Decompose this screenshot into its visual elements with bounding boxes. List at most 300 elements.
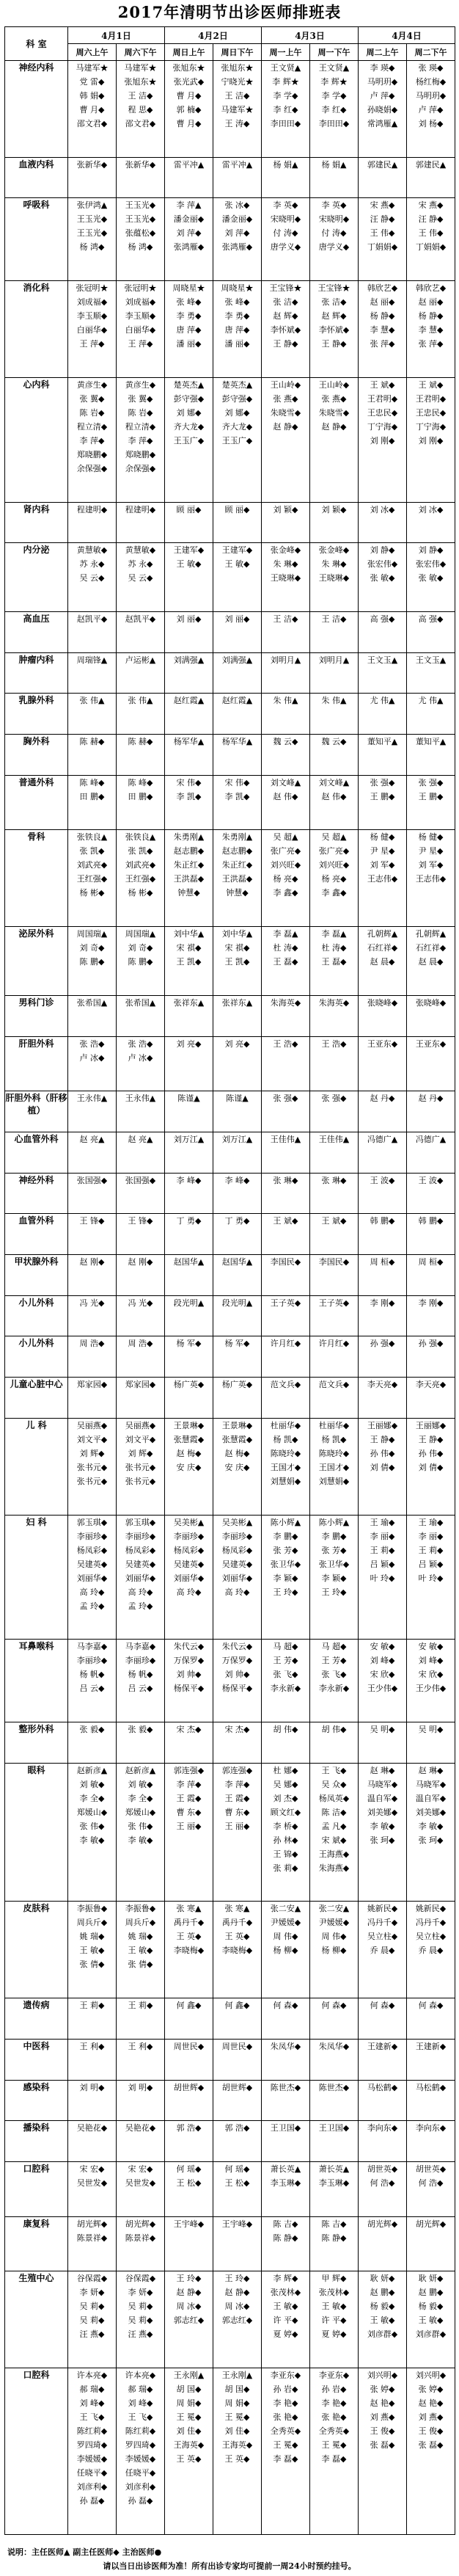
- doctor-name: 周 桓◆: [370, 1257, 395, 1267]
- doctor-name: 孔朝辉▲: [415, 929, 447, 939]
- doctor-name: 李 丽◆: [418, 1531, 444, 1541]
- doctor-name: 周 伟◆: [321, 1932, 347, 1942]
- schedule-cell: [165, 2161, 213, 2216]
- doctor-name: 王 冕◆: [224, 2412, 250, 2423]
- doctor-name: 李丽珍◆: [125, 1656, 156, 1666]
- doctor-name: 程立清◆: [76, 421, 108, 432]
- doctor-name: 刘文平◆: [125, 1434, 156, 1444]
- doctor-name: 程建明◆: [125, 504, 156, 514]
- doctor-name: 王晓琳◆: [270, 573, 301, 583]
- schedule-cell: [407, 1378, 455, 1419]
- doctor-name: 李振鲁◆: [125, 1904, 156, 1914]
- doctor-name: 李 鹏◆: [321, 1531, 347, 1541]
- schedule-cell: [407, 611, 455, 652]
- doctor-name: 刘 峰◆: [128, 2398, 153, 2409]
- doctor-name: 李向东◆: [367, 2123, 398, 2133]
- doctor-name: 张铁良▲: [76, 832, 108, 843]
- doctor-name: 李玉琳◆: [270, 2177, 301, 2188]
- schedule-cell: [407, 1418, 455, 1515]
- doctor-name: 杨凤彩◆: [76, 1545, 108, 1555]
- doctor-name: 王丽娜◆: [415, 1420, 447, 1430]
- schedule-cell: [117, 1640, 165, 1722]
- schedule-cell: [117, 775, 165, 830]
- schedule-cell: [165, 735, 213, 776]
- header-slots-row: [5, 44, 455, 61]
- doctor-name: 张蕴松◆: [125, 228, 156, 239]
- schedule-cell: [310, 1998, 359, 2040]
- schedule-cell: [68, 775, 117, 830]
- doctor-name: 张 寒▲: [224, 1904, 250, 1914]
- doctor-name: 刘万江▲: [173, 1134, 205, 1144]
- doctor-name: 宁晓光★: [221, 77, 254, 87]
- doctor-name: 张 磊◆: [418, 2440, 444, 2451]
- doctor-name: 黄慧敏◆: [125, 545, 156, 556]
- dept-row: [5, 1214, 455, 1255]
- doctor-name: 刘 娜◆: [224, 407, 250, 418]
- schedule-cell: [359, 611, 407, 652]
- doctor-name: 乔 晨◆: [418, 1946, 444, 1956]
- doctor-name: 张旭东★: [124, 77, 157, 87]
- doctor-name: 胡 国◆: [224, 2384, 250, 2395]
- doctor-name: 李 红◆: [321, 105, 347, 114]
- dept-name: 小儿外科: [5, 1336, 68, 1378]
- dept-row: [5, 1418, 455, 1515]
- doctor-name: 王 浩◆: [321, 1038, 347, 1049]
- doctor-name: 李 桥◆: [273, 1821, 298, 1831]
- doctor-name: 王 冕◆: [321, 2440, 347, 2451]
- schedule-cell: [407, 1902, 455, 1998]
- doctor-name: 王玉光◆: [125, 200, 156, 211]
- doctor-name: 王建军◆: [173, 545, 205, 556]
- doctor-name: 王 英◆: [176, 2454, 202, 2464]
- schedule-cell: [213, 2121, 262, 2162]
- doctor-name: 黄慧敏◆: [76, 545, 108, 556]
- doctor-name: 王 伟◆: [418, 228, 444, 239]
- schedule-cell: [165, 2080, 213, 2121]
- schedule-cell: [262, 1091, 310, 1132]
- doctor-name: 韩欣艺◆: [367, 283, 398, 294]
- dept-name: 播染科: [5, 2121, 68, 2162]
- schedule-cell: [117, 2216, 165, 2271]
- doctor-name: 马 超◆: [321, 1642, 347, 1652]
- doctor-name: 张广亮◆: [270, 846, 301, 856]
- doctor-name: 马晓军◆: [367, 1779, 398, 1789]
- doctor-name: 张 伟▲: [128, 696, 153, 706]
- doctor-name: 王 静◆: [370, 1434, 395, 1444]
- schedule-cell: [165, 1214, 213, 1255]
- doctor-name: 赵 梅◆: [176, 1448, 202, 1458]
- doctor-name: 安 敏◆: [418, 1642, 444, 1652]
- doctor-name: 王海英◆: [173, 2440, 205, 2451]
- doctor-name: 唐 萍◆: [176, 325, 202, 335]
- doctor-name: 宋 燕◆: [418, 200, 444, 211]
- doctor-name: 谷保霞◆: [76, 2274, 108, 2284]
- schedule-cell: [165, 2216, 213, 2271]
- dept-name: 肝胆外科（肝移植）: [5, 1091, 68, 1132]
- doctor-name: 王宇峰◆: [173, 2219, 205, 2229]
- doctor-name: 张 婷◆: [370, 2384, 395, 2395]
- schedule-cell: [165, 1036, 213, 1091]
- doctor-name: 孙 磊◆: [128, 2496, 153, 2506]
- doctor-name: 吴建英◆: [221, 1559, 253, 1569]
- doctor-name: 王 玲◆: [273, 1587, 298, 1597]
- doctor-name: 刘 亮◆: [176, 1038, 202, 1049]
- doctor-name: 卢 冰◆: [128, 1052, 153, 1063]
- doctor-name: 王建新◆: [415, 2041, 447, 2051]
- doctor-name: 王 飞◆: [79, 2412, 105, 2423]
- doctor-name: 刘 杰◆: [273, 1793, 298, 1803]
- doctor-name: 王 敏◆: [224, 559, 250, 570]
- doctor-name: 张 艳◆: [321, 2412, 347, 2423]
- schedule-cell: [310, 1091, 359, 1132]
- doctor-name: 张 飞◆: [273, 1670, 298, 1680]
- schedule-cell: [310, 502, 359, 543]
- doctor-name: 刘明月▲: [318, 655, 350, 665]
- doctor-name: 王玉光◆: [76, 228, 108, 239]
- schedule-cell: [213, 1132, 262, 1173]
- doctor-name: 黄彦生◆: [76, 379, 108, 390]
- doctor-name: 周兵斤◆: [125, 1918, 156, 1928]
- doctor-name: 王忠民◆: [415, 407, 447, 418]
- slot-header: 周日上午: [165, 44, 213, 61]
- doctor-name: 曹 东◆: [224, 1807, 250, 1817]
- schedule-cell: [117, 1998, 165, 2040]
- schedule-cell: [407, 2368, 455, 2535]
- doctor-name: 王玉广◆: [221, 435, 253, 445]
- doctor-name: 王玉光◆: [125, 214, 156, 225]
- schedule-cell: [165, 1418, 213, 1515]
- schedule-cell: [68, 543, 117, 612]
- dept-name: 肾内科: [5, 502, 68, 543]
- dept-name: 整形外科: [5, 1722, 68, 1763]
- doctor-name: 张卫华◆: [270, 1559, 301, 1569]
- doctor-name: 朱晓雪◆: [318, 407, 350, 418]
- schedule-cell: [213, 157, 262, 198]
- schedule-cell: [262, 775, 310, 830]
- doctor-name: 王志伟◆: [415, 874, 447, 884]
- doctor-name: 刘彦群◆: [367, 2329, 398, 2340]
- schedule-cell: [165, 2271, 213, 2368]
- doctor-name: 任晓平◆: [76, 2468, 108, 2478]
- doctor-name: 刘丽华◆: [221, 1573, 253, 1583]
- schedule-cell: [117, 927, 165, 996]
- doctor-name: 刘 辉◆: [79, 1448, 105, 1458]
- schedule-cell: [262, 1418, 310, 1515]
- doctor-name: 王 俊◆: [418, 2426, 444, 2437]
- schedule-cell: [165, 2368, 213, 2535]
- schedule-cell: [407, 502, 455, 543]
- schedule-cell: [117, 611, 165, 652]
- doctor-name: 杨 凯◆: [273, 1434, 298, 1444]
- doctor-name: 苏 永◆: [128, 559, 153, 570]
- schedule-cell: [359, 543, 407, 612]
- doctor-name: 刘 敏◆: [128, 1779, 153, 1789]
- doctor-name: 丁宁海◆: [367, 421, 398, 432]
- schedule-cell: [68, 2271, 117, 2368]
- doctor-name: 郭建民▲: [415, 159, 447, 170]
- doctor-name: 李玉顺◆: [125, 311, 156, 321]
- doctor-name: 王子英◆: [270, 1298, 301, 1308]
- dept-name: 遗传病: [5, 1998, 68, 2040]
- dept-row: [5, 1336, 455, 1378]
- doctor-name: 赵红霞▲: [221, 696, 253, 706]
- doctor-name: 孙 磊◆: [79, 2496, 105, 2506]
- doctor-name: 刘丽华◆: [76, 1573, 108, 1583]
- doctor-name: 王 伟◆: [370, 228, 395, 239]
- schedule-cell: [310, 735, 359, 776]
- schedule-cell: [407, 377, 455, 502]
- schedule-cell: [68, 1902, 117, 1998]
- doctor-name: 王 飞◆: [128, 2412, 153, 2423]
- schedule-cell: [262, 1295, 310, 1336]
- doctor-name: 孙 林◆: [273, 1835, 298, 1845]
- doctor-name: 杨 军◆: [176, 1339, 202, 1349]
- schedule-cell: [117, 995, 165, 1036]
- schedule-cell: [165, 995, 213, 1036]
- doctor-name: 何 森◆: [370, 2001, 395, 2011]
- dept-row: [5, 1722, 455, 1763]
- doctor-name: 胡世英◆: [367, 2164, 398, 2174]
- doctor-name: 钟慧◆: [226, 888, 249, 898]
- schedule-cell: [407, 1132, 455, 1173]
- doctor-name: 张书元◆: [76, 1476, 108, 1486]
- doctor-name: 潘 丽◆: [176, 339, 202, 349]
- schedule-cell: [165, 694, 213, 735]
- doctor-name: 唐 萍◆: [224, 325, 250, 335]
- doctor-name: 刘 军◆: [418, 860, 444, 870]
- schedule-cell: [68, 502, 117, 543]
- doctor-name: 杜 涛◆: [321, 943, 347, 953]
- doctor-name: 周 浩◆: [79, 1339, 105, 1349]
- schedule-cell: [68, 1255, 117, 1296]
- doctor-name: 李振鲁◆: [76, 1904, 108, 1914]
- doctor-name: 马晓军◆: [415, 1779, 447, 1789]
- doctor-name: 周世民◆: [221, 2041, 253, 2051]
- schedule-cell: [68, 1418, 117, 1515]
- doctor-name: 赵红霞▲: [173, 696, 205, 706]
- doctor-name: 马明玥◆: [367, 77, 398, 87]
- doctor-name: 朱正红◆: [173, 860, 205, 870]
- dept-name: 高血压: [5, 611, 68, 652]
- schedule-cell: [68, 157, 117, 198]
- doctor-name: 吕 颖◆: [370, 1559, 395, 1569]
- dept-row: [5, 927, 455, 996]
- schedule-cell: [213, 2161, 262, 2216]
- doctor-name: 杨 凯◆: [321, 1434, 347, 1444]
- doctor-name: 王 锦◆: [273, 1849, 298, 1859]
- doctor-name: 潘金丽◆: [173, 214, 205, 225]
- doctor-name: 张 瑛◆: [418, 63, 444, 73]
- doctor-name: 王 利◆: [79, 2041, 105, 2051]
- doctor-name: 杨 柳◆: [273, 1946, 298, 1956]
- dept-name: 妇 科: [5, 1515, 68, 1640]
- schedule-cell: [262, 1722, 310, 1763]
- schedule-cell: [310, 1640, 359, 1722]
- doctor-name: 王 静◆: [273, 339, 298, 349]
- doctor-name: 赵凯平◆: [76, 614, 108, 624]
- doctor-name: 刘中华▲: [173, 929, 205, 939]
- dept-name: 泌尿外科: [5, 927, 68, 996]
- doctor-name: 王国才◆: [318, 1462, 350, 1472]
- doctor-name: 谷保霞◆: [125, 2274, 156, 2284]
- doctor-name: 楚英杰▲: [173, 379, 205, 390]
- doctor-name: 王 静◆: [418, 1434, 444, 1444]
- schedule-cell: [359, 1173, 407, 1214]
- doctor-name: 周国瑞▲: [76, 929, 108, 939]
- doctor-name: 姚 瑞◆: [128, 1932, 153, 1942]
- doctor-name: 王永刚▲: [221, 2371, 253, 2381]
- doctor-name: 王 利◆: [128, 2041, 153, 2051]
- dept-name: 普通外科: [5, 775, 68, 830]
- doctor-name: 张广亮◆: [318, 846, 350, 856]
- doctor-name: 宋 宏◆: [79, 2164, 105, 2174]
- doctor-name: 马明玥◆: [415, 91, 447, 101]
- doctor-name: 温自军◆: [415, 1793, 447, 1803]
- doctor-name: 杨 静◆: [370, 311, 395, 321]
- doctor-name: 王 斌◆: [370, 379, 395, 390]
- doctor-name: 赵 亮▲: [128, 1134, 153, 1144]
- doctor-name: 刘慧娟◆: [270, 1476, 301, 1486]
- doctor-name: 赵国华▲: [221, 1257, 253, 1267]
- doctor-name: 李 丽◆: [370, 1531, 395, 1541]
- dept-column-header: 科 室: [5, 27, 68, 61]
- schedule-cell: [407, 735, 455, 776]
- doctor-name: 石红祥◆: [367, 943, 398, 953]
- doctor-name: 张金峰◆: [270, 545, 301, 556]
- doctor-name: 尹 星◆: [418, 846, 444, 856]
- schedule-cell: [310, 927, 359, 996]
- doctor-name: 王君明◆: [367, 393, 398, 404]
- doctor-name: 王 涛◆: [224, 119, 250, 128]
- dept-name: 皮肤科: [5, 1902, 68, 1998]
- schedule-cell: [213, 694, 262, 735]
- doctor-name: 吴美彬▲: [173, 1517, 205, 1527]
- schedule-cell: [117, 1902, 165, 1998]
- doctor-name: 李 凯◆: [224, 791, 250, 801]
- doctor-name: 刘中华▲: [221, 929, 253, 939]
- doctor-name: 张 芳◆: [321, 1545, 347, 1555]
- doctor-name: 万保罗◆: [173, 1656, 205, 1666]
- schedule-cell: [359, 2271, 407, 2368]
- schedule-cell: [117, 1515, 165, 1640]
- doctor-name: 周 桓◆: [418, 1257, 444, 1267]
- doctor-name: 陈 赫◆: [79, 737, 105, 747]
- doctor-name: 张 敏◆: [418, 573, 444, 583]
- schedule-cell: [310, 543, 359, 612]
- schedule-cell: [117, 157, 165, 198]
- schedule-cell: [407, 1255, 455, 1296]
- dept-name: 内分泌: [5, 543, 68, 612]
- doctor-name: 王 英◆: [224, 2454, 250, 2464]
- doctor-name: 刘 燕◆: [418, 2412, 444, 2423]
- schedule-cell: [117, 198, 165, 281]
- doctor-name: 李玉顺◆: [76, 311, 108, 321]
- doctor-name: 冯 光◆: [128, 1298, 153, 1308]
- doctor-name: 王 静◆: [321, 339, 347, 349]
- doctor-name: 王卫国◆: [270, 2123, 301, 2133]
- schedule-cell: [310, 1173, 359, 1214]
- doctor-name: 赵 刚◆: [79, 1257, 105, 1267]
- doctor-name: 宋 祺◆: [224, 943, 250, 953]
- dept-name: 生殖中心: [5, 2271, 68, 2368]
- doctor-name: 刘 颖◆: [273, 504, 298, 514]
- doctor-name: 王 锋◆: [79, 1216, 105, 1226]
- schedule-cell: [165, 61, 213, 158]
- schedule-cell: [213, 611, 262, 652]
- doctor-name: 刘 刚◆: [418, 435, 444, 445]
- schedule-cell: [310, 1722, 359, 1763]
- schedule-cell: [310, 2271, 359, 2368]
- schedule-cell: [68, 830, 117, 927]
- schedule-cell: [310, 157, 359, 198]
- doctor-name: 王景琳◆: [221, 1420, 253, 1430]
- day-header: 4月4日: [359, 27, 455, 44]
- schedule-cell: [213, 2271, 262, 2368]
- schedule-cell: [165, 281, 213, 378]
- doctor-name: 杨 彬◆: [79, 888, 105, 898]
- schedule-cell: [262, 1036, 310, 1091]
- doctor-name: 李亚东◆: [270, 2371, 301, 2381]
- slot-header: 周二上午: [359, 44, 407, 61]
- doctor-name: 刘兴旺◆: [318, 860, 350, 870]
- day-header: 4月3日: [262, 27, 359, 44]
- doctor-name: 王 冕◆: [273, 2440, 298, 2451]
- schedule-cell: [213, 2080, 262, 2121]
- doctor-name: 高 玲◆: [128, 1587, 153, 1597]
- doctor-name: 赵 梅◆: [224, 1448, 250, 1458]
- schedule-cell: [68, 1722, 117, 1763]
- doctor-name: 杨保平◆: [221, 1684, 253, 1694]
- doctor-name: 吴 莉◆: [128, 2302, 153, 2312]
- schedule-cell: [165, 1515, 213, 1640]
- doctor-name: 李 萍◆: [224, 1779, 250, 1789]
- doctor-name: 魏 云◆: [321, 737, 347, 747]
- doctor-name: 赵凯平◆: [125, 614, 156, 624]
- doctor-name: 吴 云◆: [128, 573, 153, 583]
- schedule-cell: [68, 1998, 117, 2040]
- schedule-cell: [68, 61, 117, 158]
- doctor-name: 刘 萍◆: [224, 228, 250, 239]
- doctor-name: 汪 静◆: [418, 214, 444, 225]
- doctor-name: 王文贤▲: [270, 63, 301, 73]
- doctor-name: 张二安▲: [270, 1904, 301, 1914]
- doctor-name: 宋 欣◆: [418, 1670, 444, 1680]
- doctor-name: 李 辉★: [320, 77, 348, 87]
- schedule-cell: [117, 1295, 165, 1336]
- doctor-name: 周 浩◆: [128, 1339, 153, 1349]
- doctor-name: 杨 柳◆: [321, 1946, 347, 1956]
- doctor-name: 罗四琦◆: [76, 2440, 108, 2451]
- doctor-name: 张伊鸿▲: [76, 200, 108, 211]
- doctor-name: 吴 明◆: [370, 1724, 395, 1734]
- doctor-name: 杨保平◆: [173, 1684, 205, 1694]
- doctor-name: 何 鑫◆: [224, 2001, 250, 2011]
- doctor-name: 唐学义◆: [318, 242, 350, 252]
- doctor-name: 吕 云◆: [128, 1684, 153, 1694]
- schedule-cell: [117, 1418, 165, 1515]
- schedule-cell: [165, 830, 213, 927]
- schedule-cell: [310, 1214, 359, 1255]
- schedule-cell: [359, 61, 407, 158]
- doctor-name: 杨军华▲: [221, 737, 253, 747]
- doctor-name: 王红强◆: [125, 874, 156, 884]
- doctor-name: 邵文君◆: [76, 119, 108, 128]
- schedule-cell: [213, 995, 262, 1036]
- doctor-name: 郑晓鹏◆: [76, 449, 108, 459]
- doctor-name: 宋 伟◆: [224, 777, 250, 787]
- doctor-name: 李 峰◆: [224, 1175, 250, 1185]
- schedule-cell: [213, 2039, 262, 2080]
